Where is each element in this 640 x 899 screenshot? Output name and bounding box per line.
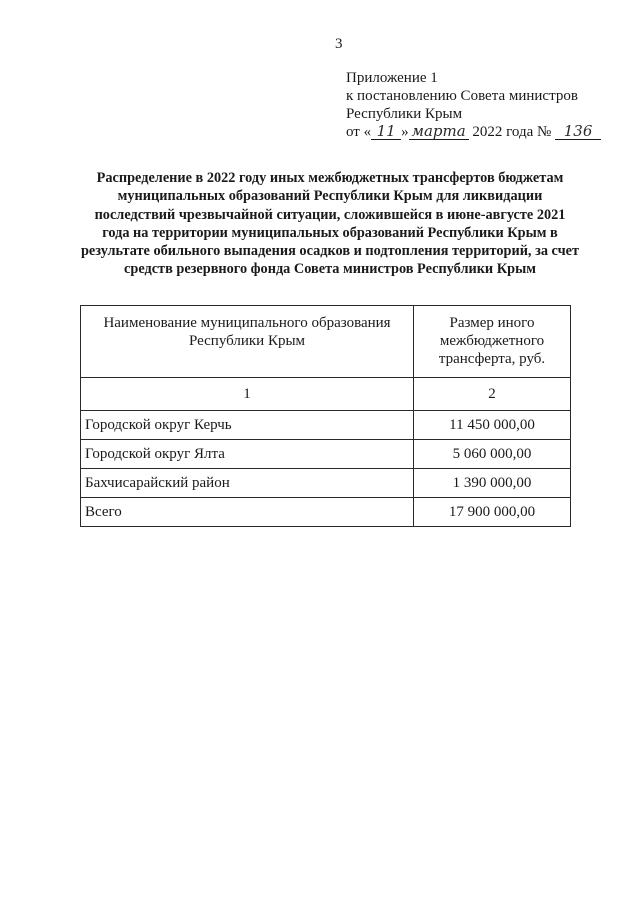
transfers-table — [80, 305, 571, 527]
column-number-row — [81, 378, 571, 411]
row-amount: 5 060 000,00 — [414, 440, 571, 469]
appendix-line-1: Приложение 1 — [346, 70, 438, 86]
table-row — [81, 469, 571, 498]
row-name: Бахчисарайский район — [81, 469, 414, 498]
handwritten-day: 11 — [371, 123, 401, 140]
row-amount: 17 900 000,00 — [414, 498, 571, 527]
column-number-2: 2 — [414, 378, 571, 411]
header-transfer-amount: Размер иного межбюджетного трансферта, руб. — [414, 306, 571, 378]
date-close-quote: » — [401, 124, 409, 140]
appendix-line-3: Республики Крым — [346, 106, 463, 122]
handwritten-month: марта — [409, 123, 469, 140]
table-row — [81, 440, 571, 469]
column-number-1: 1 — [81, 378, 414, 411]
row-amount: 11 450 000,00 — [414, 411, 571, 440]
date-year: 2022 года № — [472, 124, 552, 140]
appendix-line-2: к постановлению Совета министров — [346, 88, 578, 104]
document-title: Распределение в 2022 году иных межбюджетных трансфертов бюджетам муниципальных образований Республики Крым для ликвидации последствий чрезвычайной ситуации, сложившейся в июне-августе 2021 года на территории муниципальных образований Республики Крым в результате обильного выпадения осадков и подтопления территорий, за счет средств резервного фонда Совета министров Республики Крым — [80, 170, 580, 278]
appendix-header — [346, 69, 601, 141]
row-name: Городской округ Ялта — [81, 440, 414, 469]
header-municipality: Наименование муниципального образования Республики Крым — [81, 306, 414, 378]
row-name: Городской округ Керчь — [81, 411, 414, 440]
table-row — [81, 411, 571, 440]
table-header-row — [81, 306, 571, 378]
row-name: Всего — [81, 498, 414, 527]
page-number: 3 — [335, 36, 343, 52]
row-amount: 1 390 000,00 — [414, 469, 571, 498]
table-row-total — [81, 498, 571, 527]
appendix-date-line — [346, 123, 601, 141]
handwritten-doc-number: 136 — [555, 123, 601, 140]
date-prefix: от « — [346, 124, 372, 140]
